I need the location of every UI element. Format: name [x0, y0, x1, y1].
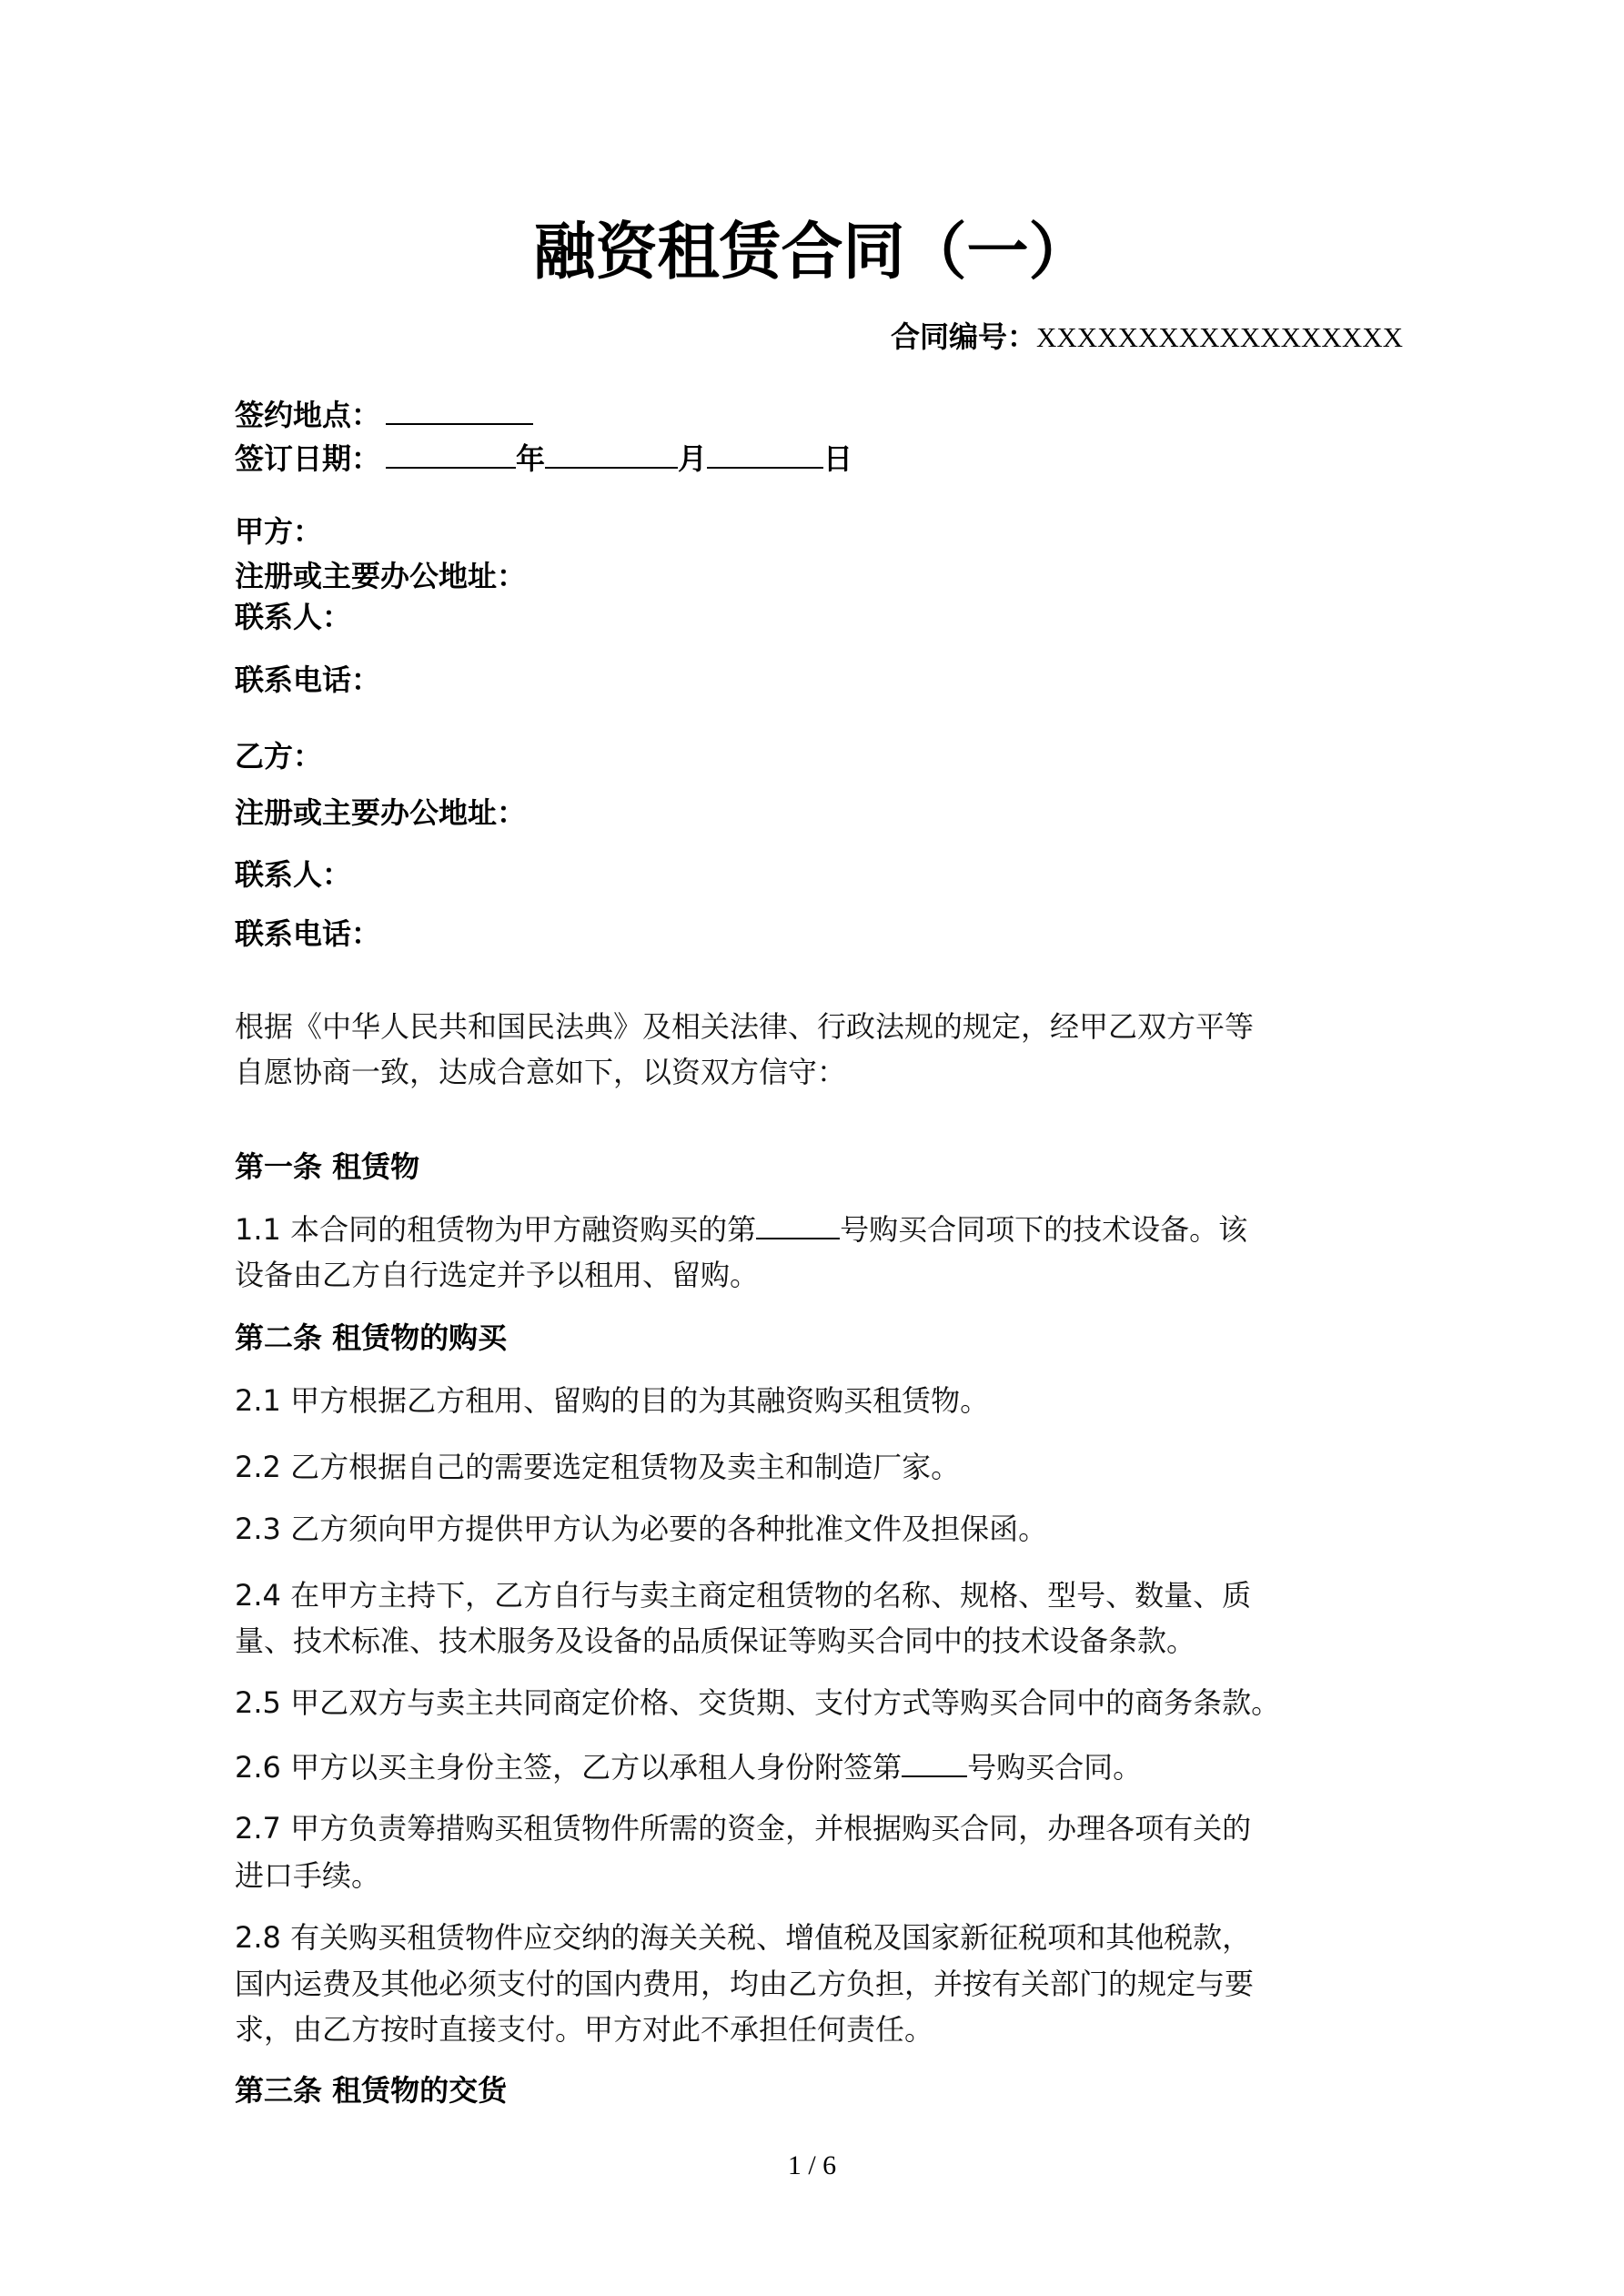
purchase-contract-number-blank[interactable] [756, 1210, 840, 1239]
clause-text: 2.6 甲方以买主身份主签，乙方以承租人身份附签第 [235, 1750, 903, 1785]
day-label: 日 [823, 441, 853, 476]
contract-number-label: 合同编号： [891, 320, 1037, 353]
party-a-label: 甲方： [235, 514, 323, 549]
preamble-line: 自愿协商一致，达成合意如下，以资双方信守： [235, 1055, 847, 1089]
clause-2-4: 2.4 在甲方主持下，乙方自行与卖主商定租赁物的名称、规格、型号、数量、质 [235, 1578, 1252, 1613]
sign-place-label: 签约地点： [235, 398, 381, 432]
article-heading: 第一条 租赁物 [235, 1149, 420, 1184]
clause-1-1-cont: 设备由乙方自行选定并予以租用、留购。 [235, 1258, 760, 1292]
clause-2-8: 2.8 有关购买租赁物件应交纳的海关关税、增值税及国家新征税项和其他税款， [235, 1920, 1252, 1955]
clause-2-8-cont: 国内运费及其他必须支付的国内费用，均由乙方负担，并按有关部门的规定与要 [235, 1967, 1255, 2001]
clause-2-4-cont: 量、技术标准、技术服务及设备的品质保证等购买合同中的技术设备条款。 [235, 1623, 1196, 1658]
party-b-address-label: 注册或主要办公地址： [235, 795, 527, 830]
page-indicator: 1 / 6 [787, 2150, 837, 2180]
sign-year-blank[interactable] [386, 440, 516, 469]
clause-2-8-cont: 求，由乙方按时直接支付。甲方对此不承担任何责任。 [235, 2012, 934, 2047]
clause-text: 号购买合同。 [967, 1750, 1143, 1785]
contract-number [891, 319, 1403, 356]
sign-place-line [235, 396, 533, 433]
party-a-address-label: 注册或主要办公地址： [235, 559, 527, 593]
clause-2-1: 2.1 甲方根据乙方租用、留购的目的为其融资购买租赁物。 [235, 1383, 990, 1418]
month-label: 月 [678, 441, 708, 476]
sign-place-blank[interactable] [386, 396, 533, 425]
article-heading: 第三条 租赁物的交货 [235, 2073, 508, 2108]
contract-number-value: XXXXXXXXXXXXXXXXXX [1036, 321, 1403, 353]
party-b-phone-label: 联系电话： [235, 916, 381, 951]
year-label: 年 [516, 441, 546, 476]
sign-date-label: 签订日期： [235, 441, 381, 476]
party-a-contact-label: 联系人： [235, 600, 352, 634]
purchase-contract-number-blank[interactable] [902, 1748, 967, 1777]
party-b-label: 乙方： [235, 739, 323, 774]
article-heading: 第二条 租赁物的购买 [235, 1320, 508, 1355]
document-title: 融资租赁合同（一） [533, 217, 1091, 288]
clause-2-3: 2.3 乙方须向甲方提供甲方认为必要的各种批准文件及担保函。 [235, 1512, 1048, 1546]
clause-2-7: 2.7 甲方负责筹措购买租赁物件所需的资金，并根据购买合同，办理各项有关的 [235, 1811, 1252, 1846]
party-a-phone-label: 联系电话： [235, 663, 381, 697]
sign-month-blank[interactable] [545, 440, 678, 469]
preamble-line: 根据《中华人民共和国民法典》及相关法律、行政法规的规定，经甲乙双方平等 [235, 1009, 1255, 1044]
clause-2-7-cont: 进口手续。 [235, 1858, 381, 1893]
sign-day-blank[interactable] [707, 440, 823, 469]
clause-2-6 [235, 1748, 1142, 1785]
clause-text: 号购买合同项下的技术设备。该 [840, 1212, 1248, 1247]
clause-1-1 [235, 1210, 1247, 1248]
clause-2-2: 2.2 乙方根据自己的需要选定租赁物及卖主和制造厂家。 [235, 1450, 961, 1484]
sign-date-line [235, 440, 852, 477]
clause-2-5: 2.5 甲乙双方与卖主共同商定价格、交货期、支付方式等购买合同中的商务条款。 [235, 1685, 1281, 1720]
clause-text: 1.1 本合同的租赁物为甲方融资购买的第 [235, 1212, 757, 1247]
party-b-contact-label: 联系人： [235, 857, 352, 892]
